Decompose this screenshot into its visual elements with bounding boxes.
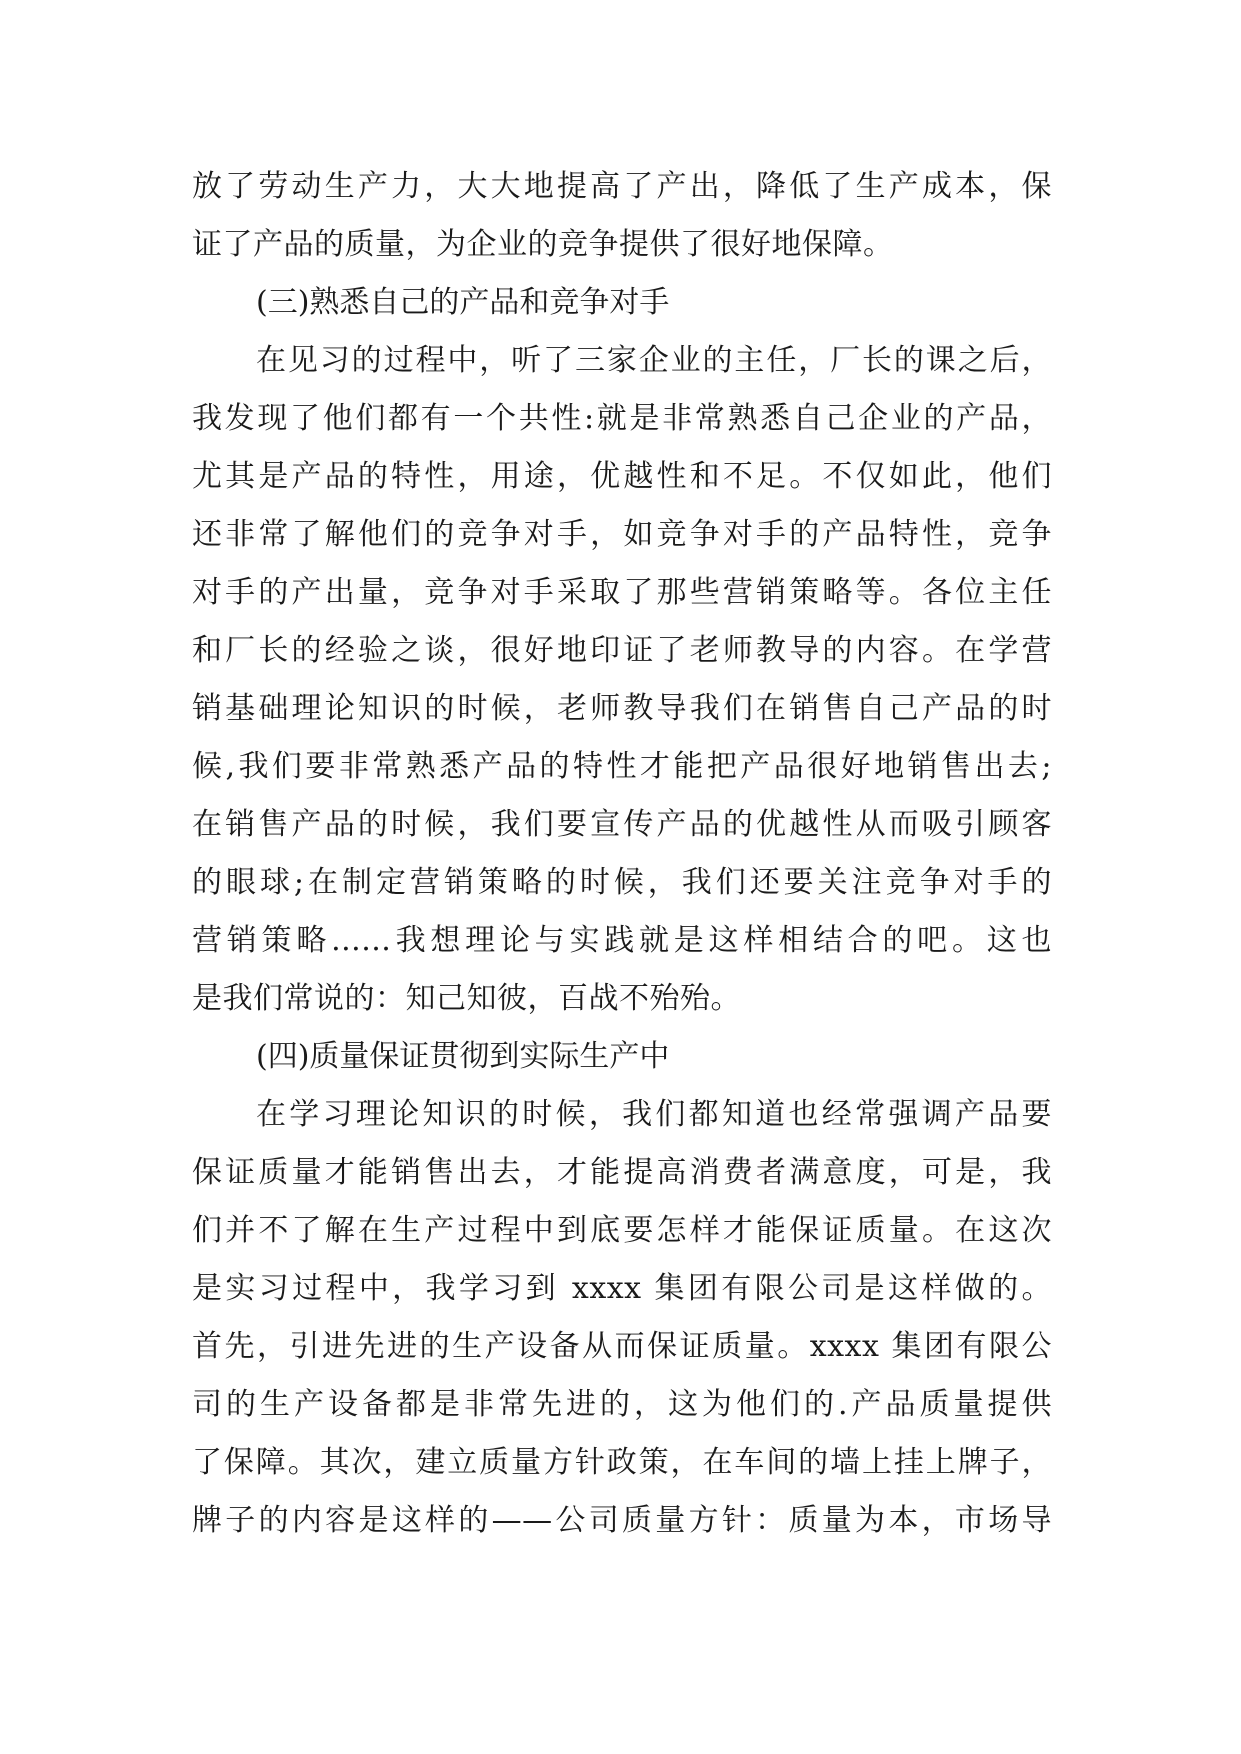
paragraph-line: 我发现了他们都有一个共性:就是非常熟悉自己企业的产品， — [192, 401, 1052, 436]
paragraph-line: 营销策略......我想理论与实践就是这样相结合的吧。这也 — [192, 923, 1052, 958]
paragraph-line: 销基础理论知识的时候，老师教导我们在销售自己产品的时 — [192, 691, 1052, 726]
paragraph-line: 在学习理论知识的时候，我们都知道也经常强调产品要 — [256, 1097, 1052, 1132]
paragraph-line: 的眼球;在制定营销策略的时候，我们还要关注竞争对手的 — [192, 865, 1052, 900]
paragraph-line: 对手的产出量，竞争对手采取了那些营销策略等。各位主任 — [192, 575, 1052, 610]
paragraph-line: 在见习的过程中，听了三家企业的主任，厂长的课之后， — [256, 343, 1052, 378]
paragraph-line: 是我们常说的：知己知彼，百战不殆殆。 — [192, 981, 741, 1016]
paragraph-line: 首先，引进先进的生产设备从而保证质量。xxxx 集团有限公 — [192, 1329, 1052, 1364]
paragraph-line: 和厂长的经验之谈，很好地印证了老师教导的内容。在学营 — [192, 633, 1052, 668]
paragraph-line: 在销售产品的时候，我们要宣传产品的优越性从而吸引顾客 — [192, 807, 1052, 842]
paragraph-line: 们并不了解在生产过程中到底要怎样才能保证质量。在这次 — [192, 1213, 1052, 1248]
paragraph-line: 是实习过程中，我学习到 xxxx 集团有限公司是这样做的。 — [192, 1271, 1052, 1306]
paragraph-line: 证了产品的质量，为企业的竞争提供了很好地保障。 — [192, 227, 894, 262]
paragraph-line: 放了劳动生产力，大大地提高了产出，降低了生产成本，保 — [192, 169, 1052, 204]
document-body — [192, 158, 1052, 1550]
paragraph-line: 了保障。其次，建立质量方针政策，在车间的墙上挂上牌子， — [192, 1445, 1052, 1480]
paragraph-line: 牌子的内容是这样的——公司质量方针：质量为本，市场导 — [192, 1503, 1052, 1538]
paragraph-line: 还非常了解他们的竞争对手，如竞争对手的产品特性，竞争 — [192, 517, 1052, 552]
paragraph-line: 保证质量才能销售出去，才能提高消费者满意度，可是，我 — [192, 1155, 1052, 1190]
paragraph-line: 尤其是产品的特性，用途，优越性和不足。不仅如此，他们 — [192, 459, 1052, 494]
section-heading: (四)质量保证贯彻到实际生产中 — [256, 1039, 670, 1074]
paragraph-line: 候,我们要非常熟悉产品的特性才能把产品很好地销售出去; — [192, 749, 1052, 784]
paragraph-line: 司的生产设备都是非常先进的，这为他们的.产品质量提供 — [192, 1387, 1052, 1422]
section-heading: (三)熟悉自己的产品和竞争对手 — [256, 285, 670, 320]
